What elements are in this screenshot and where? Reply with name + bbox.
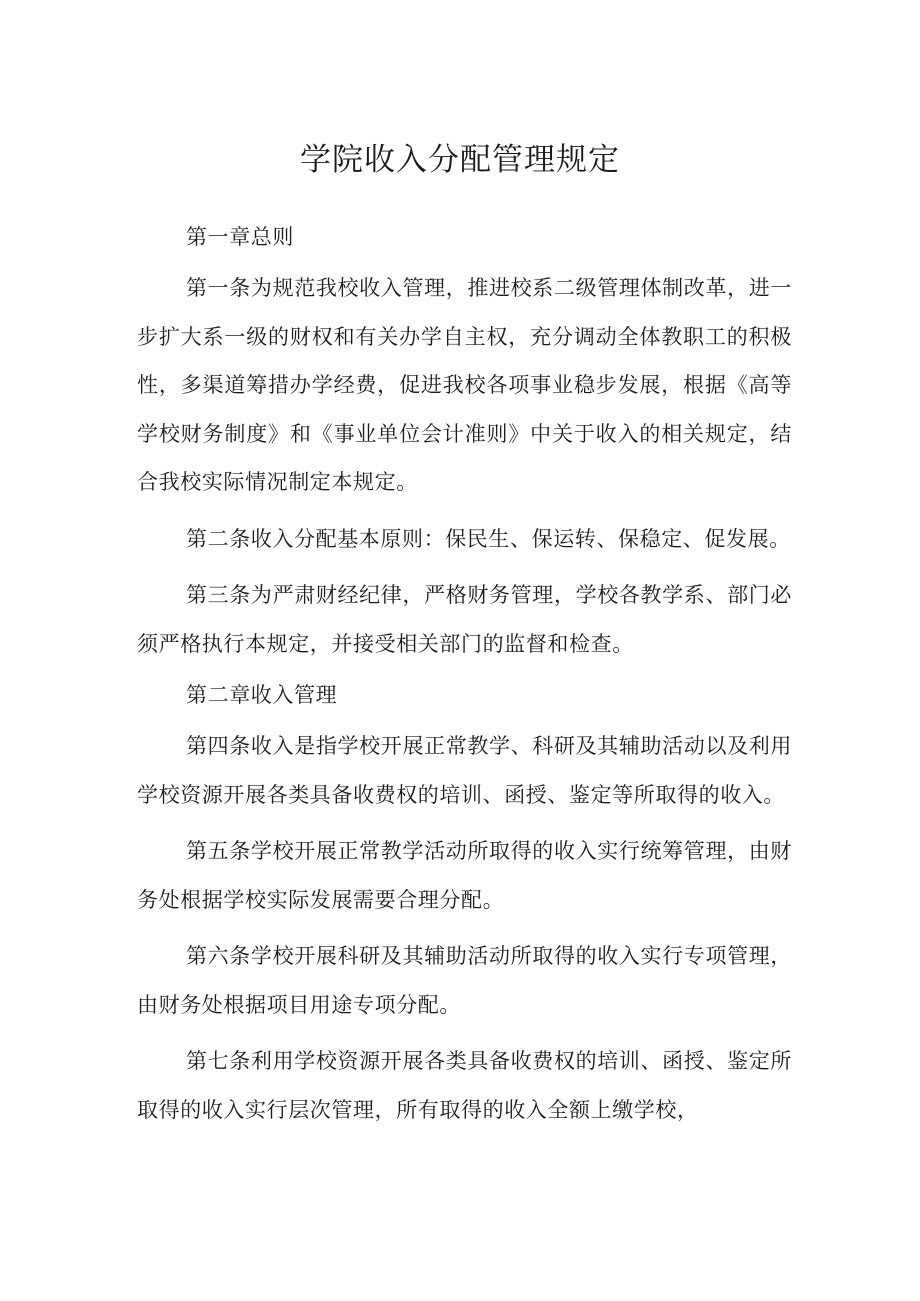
chapter-heading-2: 第二章收入管理 [186,683,338,707]
article-6: 第六条学校开展科研及其辅助活动所取得的收入实行专项管理，由财务处根据项目用途专项分配。 [137,944,792,1017]
article-4: 第四条收入是指学校开展正常教学、科研及其辅助活动以及利用学校资源开展各类具备收费权的培训、函授、鉴定等所取得的收入。 [137,734,792,807]
article-1: 第一条为规范我校收入管理，推进校系二级管理体制改革，进一步扩大系一级的财权和有关办学自主权，充分调动全体教职工的积极性，多渠道筹措办学经费，促进我校各项事业稳步发展，根据《高等学校财务制度》和《事业单位会计准则》中关于收入的相关规定，结合我校实际情况制定本规定。 [137,276,792,494]
document-body [137,218,792,1142]
chapter-heading-1: 第一章总则 [186,225,294,249]
article-5: 第五条学校开展正常教学活动所取得的收入实行统筹管理，由财务处根据学校实际发展需要合理分配。 [137,839,792,912]
document-title: 学院收入分配管理规定 [300,142,620,178]
article-7: 第七条利用学校资源开展各类具备收费权的培训、函授、鉴定所取得的收入实行层次管理，所有取得的收入全额上缴学校， [137,1049,792,1122]
article-3: 第三条为严肃财经纪律，严格财务管理，学校各教学系、部门必须严格执行本规定，并接受相关部门的监督和检查。 [137,583,792,656]
article-2: 第二条收入分配基本原则：保民生、保运转、保稳定、促发展。 [186,526,791,551]
